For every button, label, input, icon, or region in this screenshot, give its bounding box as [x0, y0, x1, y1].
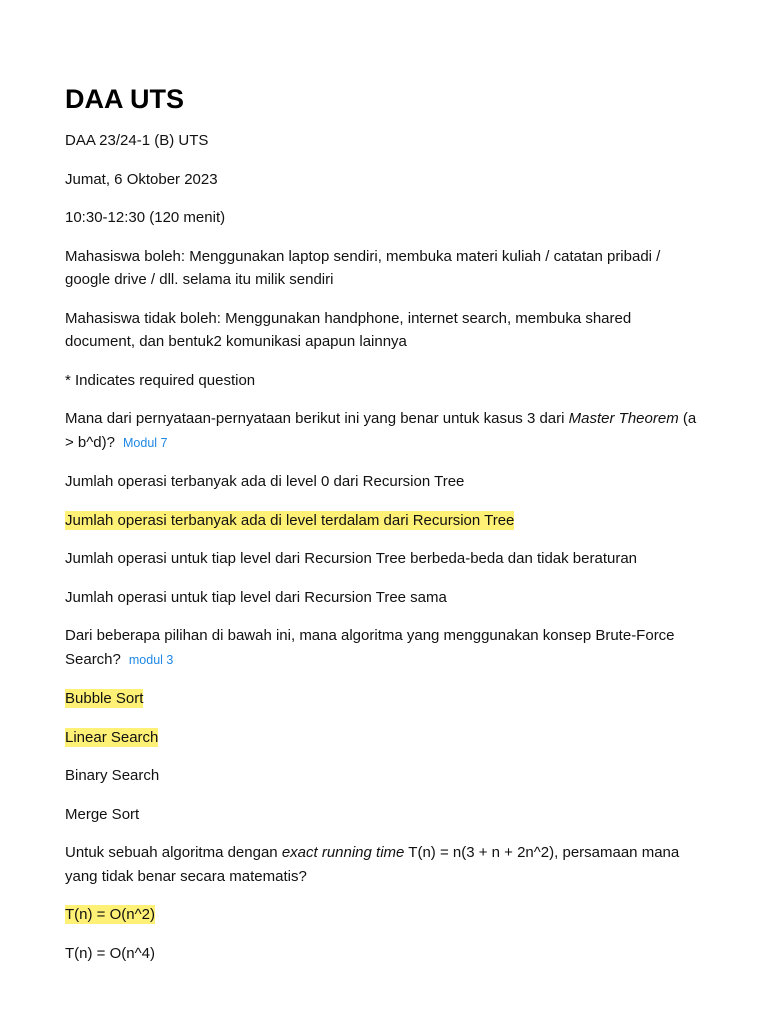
- q2-option-4[interactable]: [65, 803, 705, 827]
- q3-option-2-label: T(n) = O(n^4): [65, 944, 155, 962]
- q1-option-2[interactable]: [65, 509, 705, 533]
- q2-option-1-label: Bubble Sort: [65, 690, 144, 707]
- q1-option-3-label: Jumlah operasi untuk tiap level dari Recursion Tree berbeda-beda dan tidak beraturan: [65, 550, 638, 567]
- question-1-text-em: Master Theorem: [568, 410, 679, 427]
- q1-option-1-label: Jumlah operasi terbanyak ada di level 0 dari Recursion Tree: [65, 473, 465, 490]
- q3-option-1-label: T(n) = O(n^2): [65, 906, 155, 923]
- q2-option-1[interactable]: [65, 687, 705, 711]
- question-1-text-a: Mana dari pernyataan-pernyataan berikut ini yang benar untuk kasus 3 dari: [65, 410, 569, 427]
- time-line: 10:30-12:30 (120 menit): [65, 209, 226, 226]
- q2-option-2[interactable]: [65, 726, 705, 750]
- allowed-rules: Mahasiswa boleh: Menggunakan laptop sendiri, membuka materi kuliah / catatan pribadi / google drive / dll. selama itu milik sendiri: [65, 247, 661, 288]
- question-1-text-b: (a > b^d)?: [65, 410, 697, 451]
- q3-option-1[interactable]: [65, 903, 705, 927]
- q2-option-3[interactable]: [65, 764, 705, 788]
- q1-option-2-label: Jumlah operasi terbanyak ada di level terdalam dari Recursion Tree: [65, 511, 515, 529]
- q2-option-2-label: Linear Search: [65, 728, 159, 746]
- question-2-tag: modul 3: [128, 652, 174, 667]
- q1-option-3[interactable]: [65, 547, 705, 571]
- question-3: [65, 841, 705, 888]
- q2-option-3-label: Binary Search: [65, 767, 160, 784]
- question-2-text: Dari beberapa pilihan di bawah ini, mana algoritma yang menggunakan konsep Brute-Force Search?: [65, 627, 675, 668]
- required-note: * Indicates required question: [65, 371, 256, 389]
- q3-option-2[interactable]: [65, 942, 705, 966]
- date-line: Jumat, 6 Oktober 2023: [65, 170, 218, 188]
- question-3-text-b: T(n) = n(3 + n + 2n^2), persamaan mana yang tidak benar secara matematis?: [65, 844, 680, 885]
- course-line: DAA 23/24-1 (B) UTS: [65, 132, 209, 149]
- doc-title: DAA UTS: [65, 84, 184, 114]
- q1-option-4[interactable]: [65, 586, 705, 610]
- question-3-text-em: exact running time: [281, 844, 405, 861]
- q2-option-4-label: Merge Sort: [65, 805, 140, 823]
- q1-option-4-label: Jumlah operasi untuk tiap level dari Recursion Tree sama: [65, 588, 447, 606]
- q1-option-1[interactable]: [65, 470, 705, 494]
- not-allowed-rules: Mahasiswa tidak boleh: Menggunakan handphone, internet search, membuka shared document, dan bentuk2 komunikasi apapun lainnya: [65, 309, 632, 350]
- question-2: [65, 624, 705, 672]
- question-1-tag: Modul 7: [123, 435, 168, 450]
- question-3-text-a: Untuk sebuah algoritma dengan: [65, 844, 282, 861]
- question-1: [65, 407, 705, 455]
- document-page: [65, 83, 705, 980]
